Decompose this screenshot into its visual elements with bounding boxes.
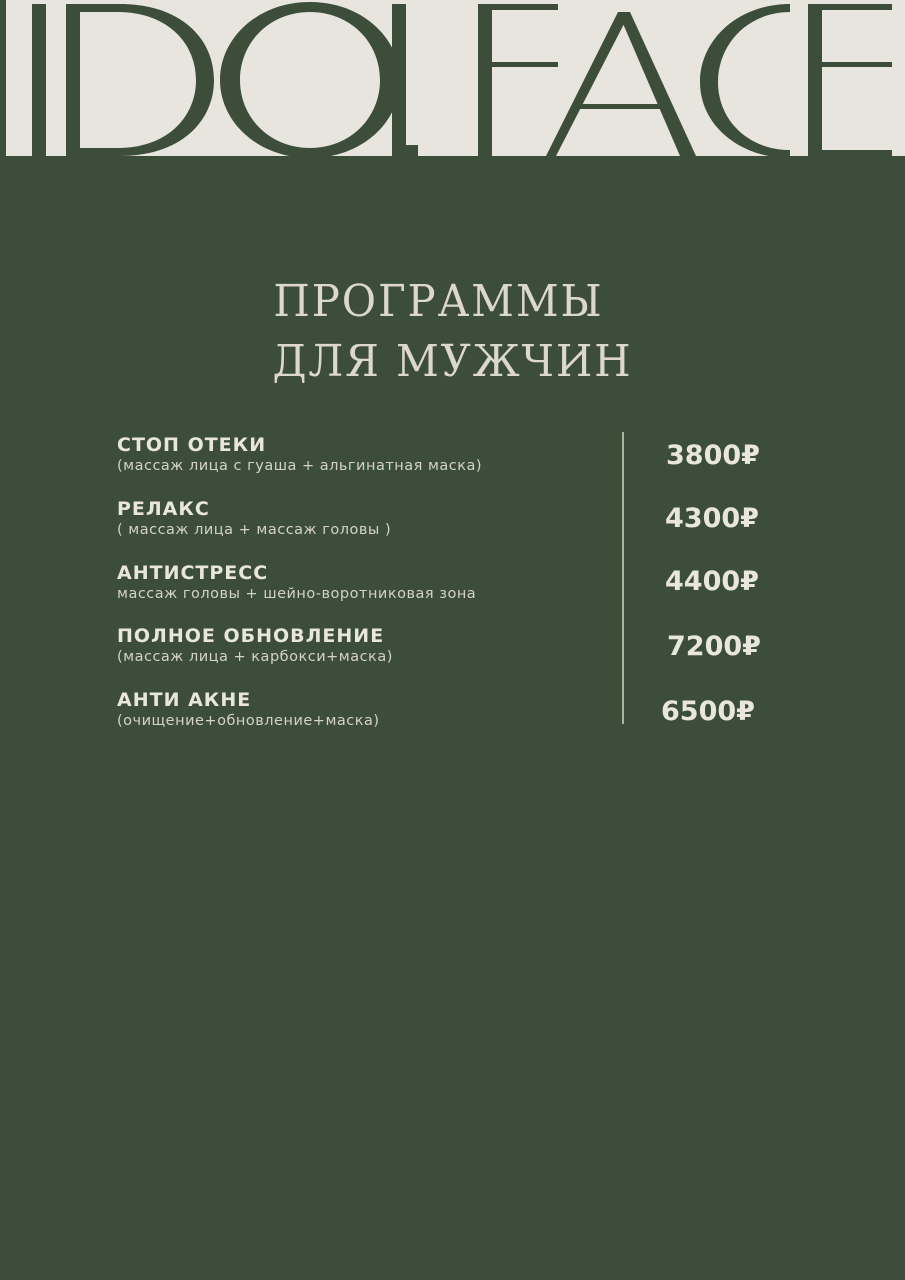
program-item (117, 433, 607, 475)
header-band (0, 0, 905, 156)
program-item (117, 497, 607, 539)
program-name: ПОЛНОЕ ОБНОВЛЕНИЕ (117, 625, 385, 647)
program-item (117, 688, 607, 730)
program-name: АНТИСТРЕСС (117, 562, 269, 584)
program-item (117, 561, 607, 603)
program-description: (массаж лица с гуаша + альгинатная маска) (117, 458, 483, 474)
page-title-line-1: ПРОГРАММЫ (273, 276, 604, 327)
brand-logo (0, 0, 905, 156)
program-description: (массаж лица + карбокси+маска) (117, 649, 393, 665)
program-name: АНТИ АКНЕ (117, 689, 252, 711)
program-name: РЕЛАКС (117, 498, 210, 520)
program-price: 6500₽ (661, 696, 755, 727)
page-title-line-2: ДЛЯ МУЖЧИН (272, 336, 633, 387)
program-description: (очищение+обновление+маска) (117, 713, 380, 729)
program-description: массаж головы + шейно-воротниковая зона (117, 586, 477, 602)
program-price: 7200₽ (667, 631, 761, 662)
program-price: 4300₽ (665, 503, 759, 534)
column-divider (622, 432, 624, 724)
program-name: СТОП ОТЕКИ (117, 434, 267, 456)
program-price: 3800₽ (666, 440, 760, 471)
program-price: 4400₽ (665, 566, 759, 597)
program-description: ( массаж лица + массаж головы ) (117, 522, 392, 538)
program-item (117, 624, 607, 666)
